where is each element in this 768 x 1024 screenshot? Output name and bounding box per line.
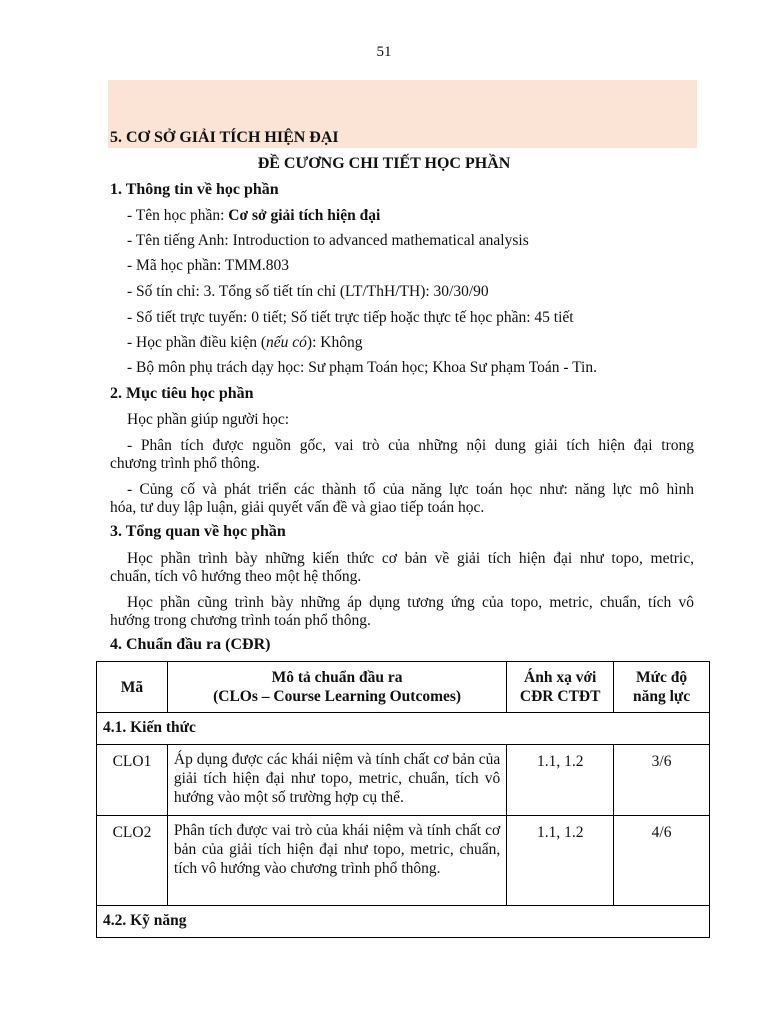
document-title: ĐỀ CƯƠNG CHI TIẾT HỌC PHẦN [257, 155, 511, 172]
table-row [97, 816, 710, 906]
overview-p1-line-1: Học phần trình bày những kiến thức cơ bản về giải tích hiện đại như topo, metric, [127, 550, 694, 567]
prerequisite-value: ): Không [306, 334, 363, 351]
goal-2-line-1: - Củng cố và phát triển các thành tố của năng lực toán học như: năng lực mô hình [127, 481, 694, 498]
clo-description: Phân tích được vai trò của khái niệm và tính chất cơ bản của giải tích hiện đại như topo, metric, chuẩn, tích vô hướng vào chương trình phổ thông. [167, 816, 506, 906]
course-name-value: Cơ sở giải tích hiện đại [228, 207, 381, 224]
clo-mapping: 1.1, 1.2 [507, 816, 614, 906]
group-skills-label: 4.2. Kỹ năng [97, 906, 710, 938]
section-heading: 5. CƠ SỞ GIẢI TÍCH HIỆN ĐẠI [110, 129, 339, 146]
course-code-line: - Mã học phần: TMM.803 [127, 257, 290, 274]
english-name-line: - Tên tiếng Anh: Introduction to advanced mathematical analysis [127, 232, 529, 249]
header-code: Mã [97, 662, 168, 713]
page-number: 51 [376, 44, 392, 60]
clo-level: 4/6 [614, 816, 710, 906]
clo-mapping: 1.1, 1.2 [507, 745, 614, 816]
prerequisite-line [127, 334, 362, 352]
course-name-label: - Tên học phần: [127, 207, 229, 224]
course-name-line [127, 207, 380, 225]
overview-p2-line-1: Học phần cũng trình bày những áp dụng tương ứng của topo, metric, chuẩn, tích vô [127, 594, 694, 611]
goal-1-line-1: - Phân tích được nguồn gốc, vai trò của những nội dung giải tích hiện đại trong [127, 437, 694, 454]
learning-outcomes-table [96, 661, 710, 938]
overview-p1-line-2: chuẩn, tích vô hướng theo một hệ thống. [110, 568, 362, 585]
goal-1-line-2: chương trình phổ thông. [110, 455, 261, 472]
group-row-knowledge [97, 713, 710, 745]
clo-description: Áp dụng được các khái niệm và tính chất cơ bản của giải tích hiện đại như topo, metric, chuẩn, tích vô hướng vào một số trường hợp cụ thể. [167, 745, 506, 816]
section-1-heading: 1. Thông tin về học phần [110, 181, 279, 198]
group-knowledge-label: 4.1. Kiến thức [97, 713, 710, 745]
section-4-heading: 4. Chuẩn đầu ra (CĐR) [110, 636, 271, 653]
overview-p2-line-2: hướng trong chương trình toán phổ thông. [110, 612, 371, 629]
clo-code: CLO1 [97, 745, 168, 816]
group-row-skills [97, 906, 710, 938]
prerequisite-label: - Học phần điều kiện ( [127, 334, 267, 351]
credits-line: - Số tín chỉ: 3. Tổng số tiết tín chỉ (LT/ThH/TH): 30/30/90 [127, 283, 489, 300]
header-level: Mức độ năng lực [614, 662, 710, 713]
goals-intro: Học phần giúp người học: [127, 411, 290, 428]
goal-2-line-2: hóa, tư duy lập luận, giải quyết vấn đề và giao tiếp toán học. [110, 499, 485, 516]
header-description: Mô tả chuẩn đầu ra (CLOs – Course Learning Outcomes) [167, 662, 506, 713]
clo-level: 3/6 [614, 745, 710, 816]
table-header-row [97, 662, 710, 713]
department-line: - Bộ môn phụ trách dạy học: Sư phạm Toán học; Khoa Sư phạm Toán - Tin. [127, 359, 597, 376]
clo-code: CLO2 [97, 816, 168, 906]
table-row [97, 745, 710, 816]
section-3-heading: 3. Tổng quan về học phần [110, 523, 286, 540]
online-hours-line: - Số tiết trực tuyến: 0 tiết; Số tiết trực tiếp hoặc thực tế học phần: 45 tiết [127, 309, 574, 326]
header-mapping: Ánh xạ với CĐR CTĐT [507, 662, 614, 713]
prerequisite-italic: nếu có [266, 334, 307, 351]
section-2-heading: 2. Mục tiêu học phần [110, 385, 254, 402]
